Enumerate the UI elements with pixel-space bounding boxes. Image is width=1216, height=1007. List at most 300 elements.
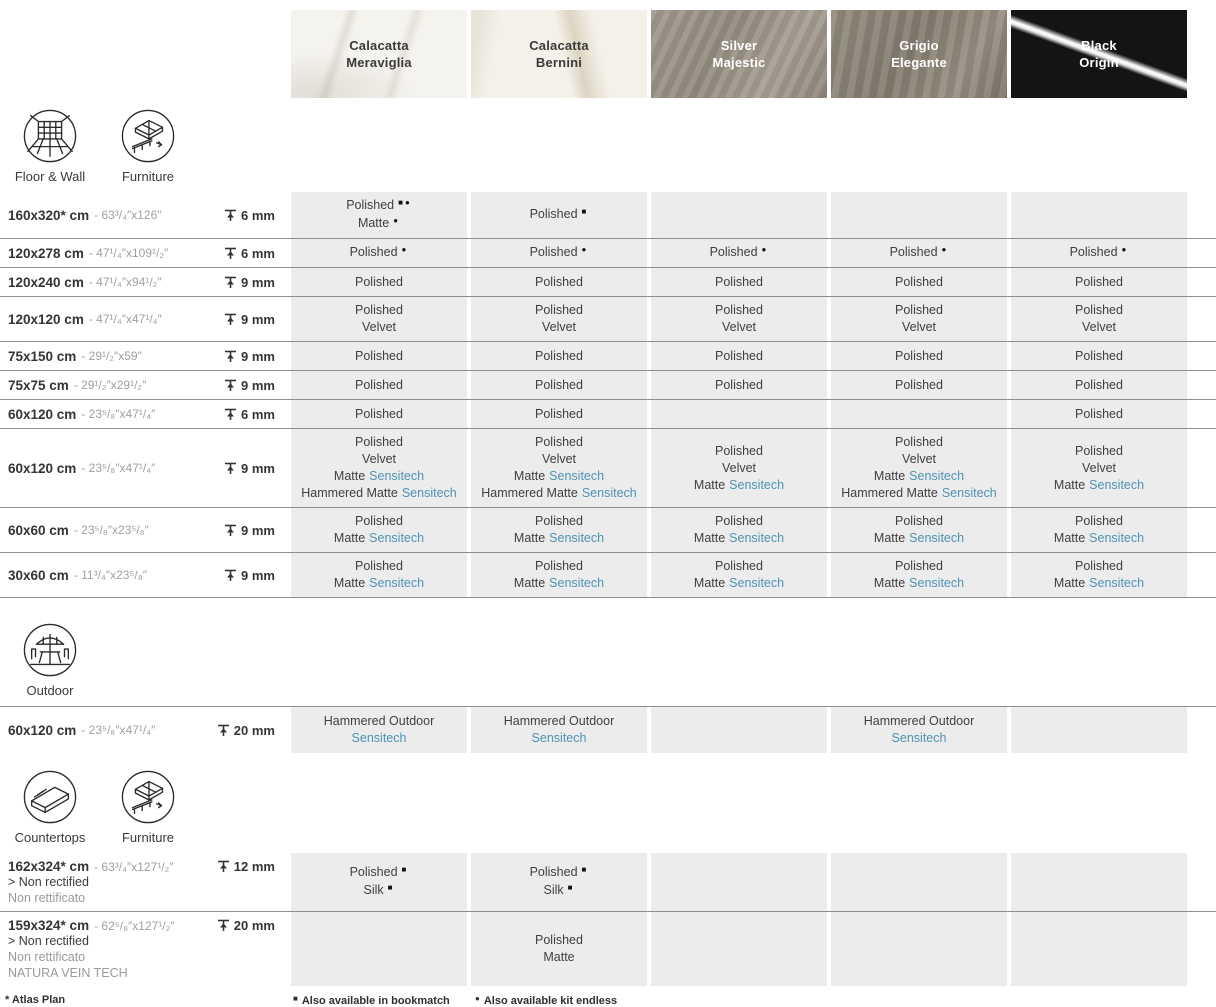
finish-text: Matte	[873, 469, 906, 483]
size-label: 30x60 cm	[8, 567, 69, 583]
color-name: Silver	[720, 38, 758, 53]
icon-label: Outdoor	[26, 683, 74, 698]
finish-line	[355, 513, 403, 530]
finish-line	[362, 319, 396, 336]
thickness-icon	[224, 276, 237, 289]
spec-sections	[0, 102, 1216, 986]
thickness-value: 20 mm	[233, 918, 275, 933]
finish-cell	[651, 342, 827, 370]
inches-label: - 63³/₄″x127¹/₂″	[94, 859, 174, 874]
finish-text: Polished	[1075, 443, 1123, 458]
thickness-value: 9 mm	[241, 522, 275, 538]
finish-cell	[831, 192, 1007, 238]
finish-line	[334, 575, 424, 592]
color-header-row	[0, 10, 1216, 98]
finish-text: Matte	[333, 469, 366, 483]
color-name: Calacatta	[529, 38, 589, 53]
finish-line	[514, 530, 604, 547]
thickness-value: 9 mm	[241, 348, 275, 364]
finish-line	[694, 530, 784, 547]
finish-cell	[291, 297, 467, 341]
thickness-icon	[224, 379, 237, 392]
color-name: Calacatta	[349, 38, 409, 53]
thickness-label	[224, 461, 275, 476]
finish-text: Polished	[715, 559, 763, 573]
finish-text: Matte	[513, 576, 546, 590]
finish-cell	[291, 192, 467, 238]
finish-line	[715, 443, 763, 460]
finish-line	[1054, 530, 1144, 547]
finish-text: Polished	[535, 303, 583, 317]
color-swatch-calacatta-meraviglia	[291, 10, 467, 98]
finish-cell	[1011, 553, 1187, 597]
finish-tech: Sensitech	[891, 731, 947, 745]
finish-cell	[651, 400, 827, 428]
finish-line	[350, 864, 409, 882]
finish-text: Hammered Matte	[481, 486, 578, 500]
size-line	[8, 312, 287, 327]
finish-line	[902, 451, 936, 468]
finish-text: Matte	[873, 531, 906, 545]
row-label	[0, 192, 287, 238]
finish-cell	[1011, 297, 1187, 341]
finish-line	[902, 319, 936, 336]
size-row-159x324-20mm	[0, 912, 1216, 986]
inches-label: - 62⁵/₈″x127¹/₂″	[94, 918, 175, 933]
finish-tech: Sensitech	[549, 531, 605, 545]
finish-text: Polished	[529, 245, 578, 259]
color-name: Grigio	[899, 38, 939, 53]
finish-text: Silk	[543, 883, 564, 897]
finish-mark: ●	[581, 245, 589, 254]
finish-line	[1075, 443, 1123, 460]
furniture-group	[102, 769, 194, 845]
finish-cell	[471, 508, 647, 552]
finish-text: Polished	[895, 377, 943, 392]
row-sublabel: Non rettificato	[8, 891, 86, 905]
size-row-162x324-12mm	[0, 853, 1216, 912]
finish-text: Velvet	[901, 320, 937, 334]
finish-line	[715, 558, 763, 575]
finish-line	[1075, 377, 1123, 394]
color-name: Bernini	[535, 55, 583, 70]
row-label	[0, 400, 287, 428]
finish-text: Polished	[1075, 274, 1123, 289]
finish-mark: ●	[761, 245, 769, 254]
finish-line	[1054, 575, 1144, 592]
finish-line	[350, 244, 409, 262]
finish-line	[535, 274, 583, 291]
size-line	[8, 918, 287, 933]
finish-line	[694, 575, 784, 592]
finish-cell	[291, 553, 467, 597]
finish-cell	[471, 192, 647, 238]
finish-cell	[291, 912, 467, 986]
thickness-value: 6 mm	[241, 207, 275, 223]
finish-line	[334, 530, 424, 547]
finish-line	[530, 206, 589, 224]
finish-line	[710, 244, 769, 262]
finish-line	[722, 460, 756, 477]
thickness-value: 9 mm	[241, 311, 275, 327]
finish-text: Polished	[535, 348, 583, 363]
row-label	[0, 342, 287, 370]
size-line	[8, 723, 287, 738]
finish-text: Polished	[895, 514, 943, 528]
finish-cell	[471, 400, 647, 428]
finish-cell	[1011, 429, 1187, 507]
finish-mark: ●	[401, 245, 409, 254]
finish-text: Matte	[333, 576, 366, 590]
color-name: Origin	[1079, 55, 1119, 70]
size-label: 160x320* cm	[8, 207, 90, 223]
row-sublabel: > Non rectified	[8, 934, 89, 948]
thickness-label	[224, 378, 275, 393]
finish-text: Polished	[895, 274, 943, 289]
color-swatch-calacatta-bernini	[471, 10, 647, 98]
finish-text: Matte	[693, 477, 726, 492]
row-label	[0, 239, 287, 267]
finish-line	[1082, 319, 1116, 336]
countertops-icon	[22, 769, 78, 825]
finish-line	[715, 377, 763, 394]
finish-tech: Sensitech	[369, 576, 425, 590]
thickness-label	[224, 275, 275, 290]
finish-text: Silk	[363, 883, 384, 897]
finish-mark: ■	[387, 883, 395, 892]
thickness-icon	[217, 919, 230, 932]
size-line	[8, 246, 287, 261]
finish-cell	[471, 371, 647, 399]
size-line	[8, 407, 287, 422]
size-row-60x120-6mm	[0, 400, 1216, 429]
color-name: Meraviglia	[346, 55, 412, 70]
color-swatch-silver-majestic	[651, 10, 827, 98]
finish-text: Matte	[333, 531, 366, 545]
finish-line	[874, 468, 964, 485]
finish-cell	[1011, 192, 1187, 238]
size-line	[8, 461, 287, 476]
finish-text: Polished	[1075, 514, 1123, 528]
thickness-label	[224, 568, 275, 583]
finish-text: Polished	[355, 348, 403, 363]
finish-text: Polished	[715, 303, 763, 317]
finish-text: Polished	[1069, 245, 1118, 259]
finish-text: Polished	[709, 245, 758, 259]
finish-text: Polished	[715, 443, 763, 458]
finish-text: Polished	[529, 207, 578, 221]
finish-text: Polished	[715, 274, 763, 289]
finish-line	[504, 713, 614, 730]
thickness-label	[217, 859, 275, 874]
finish-cell	[831, 853, 1007, 911]
finish-line	[355, 274, 403, 291]
thickness-label	[224, 523, 275, 538]
size-row-120x240-9mm	[0, 268, 1216, 297]
thickness-value: 9 mm	[241, 567, 275, 583]
finish-mark: ■	[581, 865, 589, 874]
finish-line	[535, 377, 583, 394]
finish-line	[355, 434, 403, 451]
finish-mark: ●	[393, 216, 401, 225]
finish-cell	[651, 553, 827, 597]
finish-cell	[471, 707, 647, 753]
finish-line	[346, 197, 412, 215]
finish-line	[542, 319, 576, 336]
finish-text: Matte	[1053, 531, 1086, 545]
finish-cell	[291, 400, 467, 428]
finish-cell	[831, 342, 1007, 370]
finish-line	[1082, 460, 1116, 477]
finish-text: Matte	[357, 216, 390, 230]
finish-text: Polished	[355, 303, 403, 317]
finish-line	[895, 513, 943, 530]
icon-label: Floor & Wall	[14, 169, 86, 184]
finish-mark: ■	[401, 865, 409, 874]
finish-text: Polished	[1075, 377, 1123, 392]
finish-cell	[831, 400, 1007, 428]
section-1	[0, 616, 1216, 753]
size-label: 120x120 cm	[8, 311, 84, 327]
icon-label: Furniture	[121, 830, 175, 845]
finish-text: Polished	[529, 865, 578, 879]
finish-tech: Sensitech	[1089, 477, 1145, 492]
thickness-icon	[224, 247, 237, 260]
finish-text: Velvet	[361, 320, 397, 334]
finish-tech: Sensitech	[941, 486, 997, 500]
finish-line	[1054, 477, 1144, 494]
size-row-30x60-9mm	[0, 553, 1216, 598]
finish-text: Velvet	[901, 452, 937, 466]
finish-cell	[1011, 853, 1187, 911]
finish-text: Polished	[355, 514, 403, 528]
finish-line	[694, 477, 784, 494]
finish-cell	[831, 553, 1007, 597]
finish-mark: ■●	[398, 198, 412, 207]
finish-text: Polished	[715, 514, 763, 528]
finish-text: Polished	[535, 933, 583, 947]
finish-mark: ■	[581, 207, 589, 216]
finish-line	[864, 713, 974, 730]
finish-line	[1075, 513, 1123, 530]
thickness-icon	[224, 462, 237, 475]
finish-text: Velvet	[721, 320, 757, 334]
finish-tech: Sensitech	[909, 576, 965, 590]
finish-cell	[471, 912, 647, 986]
finish-tech: Sensitech	[1089, 576, 1145, 590]
finish-cell	[1011, 912, 1187, 986]
finish-cell	[831, 297, 1007, 341]
inches-label: - 23⁵/₈″x47¹/₄″	[81, 723, 156, 737]
finish-line	[358, 215, 400, 233]
finish-cell	[651, 429, 827, 507]
finish-line	[535, 348, 583, 365]
finish-text: Matte	[543, 950, 575, 964]
footnote-atlas-plan: * Atlas Plan	[5, 994, 66, 1006]
size-row-75x150-9mm	[0, 342, 1216, 371]
thickness-label	[224, 312, 275, 327]
finish-line	[895, 302, 943, 319]
finish-cell	[1011, 371, 1187, 399]
finish-text: Polished	[895, 435, 943, 449]
footnote-bookmatch	[291, 994, 467, 1007]
finish-text: Polished	[889, 245, 938, 259]
header-spacer	[0, 10, 287, 98]
finish-line	[355, 377, 403, 394]
finish-line	[514, 468, 604, 485]
finish-text: Polished	[1075, 406, 1123, 421]
finish-cell	[471, 553, 647, 597]
size-label: 60x120 cm	[8, 406, 77, 422]
finish-line	[535, 406, 583, 423]
row-label	[0, 912, 287, 986]
inches-label: - 47¹/₄″x109¹/₂″	[88, 246, 169, 260]
finish-line	[1075, 406, 1123, 423]
finish-cell	[291, 853, 467, 911]
row-label	[0, 508, 287, 552]
finish-cell	[291, 239, 467, 267]
size-label: 60x120 cm	[8, 722, 77, 738]
size-label: 120x278 cm	[8, 245, 84, 261]
finish-cell	[831, 912, 1007, 986]
finish-line	[355, 406, 403, 423]
section-2	[0, 763, 1216, 986]
dot-mark-icon: ●	[475, 994, 480, 1003]
size-row-60x120-20mm	[0, 706, 1216, 753]
finish-line	[530, 864, 589, 882]
finish-text: Polished	[535, 435, 583, 449]
finish-tech: Sensitech	[549, 469, 605, 483]
row-sublabel: Non rettificato	[8, 950, 86, 964]
floor-wall-group	[4, 108, 96, 184]
finish-line	[715, 302, 763, 319]
size-label: 159x324* cm	[8, 918, 90, 933]
finish-tech: Sensitech	[369, 469, 425, 483]
finish-text: Matte	[693, 531, 726, 545]
finish-cell	[1011, 268, 1187, 296]
finish-cell	[651, 268, 827, 296]
row-label	[0, 429, 287, 507]
size-label: 120x240 cm	[8, 274, 84, 290]
finish-cell	[831, 429, 1007, 507]
finish-text: Polished	[355, 406, 403, 421]
finish-text: Hammered Matte	[841, 486, 938, 500]
row-label	[0, 297, 287, 341]
finish-text: Polished	[535, 559, 583, 573]
finish-text: Polished	[535, 514, 583, 528]
finish-text: Hammered Outdoor	[323, 714, 435, 728]
finish-line	[355, 558, 403, 575]
finish-text: Polished	[349, 865, 398, 879]
finish-line	[535, 558, 583, 575]
finish-cell	[1011, 342, 1187, 370]
finish-text: Polished	[895, 559, 943, 573]
color-swatch-grigio-elegante	[831, 10, 1007, 98]
finish-line	[544, 882, 575, 900]
furniture-icon	[120, 108, 176, 164]
finish-text: Matte	[693, 576, 726, 590]
finish-text: Polished	[355, 274, 403, 289]
size-label: 75x75 cm	[8, 377, 69, 393]
thickness-value: 9 mm	[241, 460, 275, 476]
thickness-value: 12 mm	[233, 859, 275, 874]
finish-line	[362, 451, 396, 468]
finish-line	[895, 434, 943, 451]
thickness-icon	[217, 724, 230, 737]
finish-line	[532, 730, 587, 747]
finish-text: Velvet	[721, 460, 757, 475]
finish-cell	[651, 853, 827, 911]
finish-line	[895, 558, 943, 575]
finish-line	[715, 513, 763, 530]
finish-cell	[831, 371, 1007, 399]
finish-line	[841, 485, 996, 502]
finish-line	[874, 530, 964, 547]
row-sublabel: > Non rectified	[8, 875, 89, 889]
furniture-group	[102, 108, 194, 184]
footnote-kit-endless-text: Also available kit endless	[483, 995, 618, 1007]
color-swatch-black-origin	[1011, 10, 1187, 98]
thickness-value: 20 mm	[233, 722, 275, 738]
finish-text: Polished	[535, 274, 583, 289]
finish-text: Velvet	[361, 452, 397, 466]
row-label	[0, 553, 287, 597]
finish-text: Matte	[513, 469, 546, 483]
finish-line	[895, 274, 943, 291]
row-label	[0, 371, 287, 399]
finish-cell	[291, 342, 467, 370]
thickness-icon	[224, 209, 237, 222]
finish-line	[535, 302, 583, 319]
finish-tech: Sensitech	[549, 576, 605, 590]
size-line	[8, 859, 287, 874]
footnote-bookmatch-text: Also available in bookmatch	[301, 995, 450, 1007]
finish-text: Hammered Outdoor	[863, 714, 975, 728]
finish-cell	[651, 192, 827, 238]
finish-line	[301, 485, 456, 502]
finish-line	[324, 713, 434, 730]
finish-line	[1075, 348, 1123, 365]
thickness-label	[217, 918, 275, 933]
finish-mark: ●	[941, 245, 949, 254]
finish-cell	[1011, 508, 1187, 552]
finish-tech: Sensitech	[1089, 531, 1145, 545]
color-name: Elegante	[891, 55, 947, 70]
finish-text: Velvet	[541, 320, 577, 334]
finish-text: Polished	[1075, 348, 1123, 363]
thickness-label	[224, 407, 275, 422]
inches-label: - 63³/₄″x126″	[94, 208, 162, 222]
finish-text: Polished	[355, 559, 403, 573]
finish-cell	[471, 297, 647, 341]
footnotes	[0, 994, 1216, 1007]
finish-text: Polished	[895, 348, 943, 363]
finish-line	[355, 302, 403, 319]
finish-text: Velvet	[1081, 460, 1117, 475]
finish-text: Matte	[513, 531, 546, 545]
finish-text: Velvet	[1081, 320, 1117, 334]
finish-tech: Sensitech	[909, 531, 965, 545]
finish-text: Polished	[355, 377, 403, 392]
thickness-label	[224, 349, 275, 364]
thickness-icon	[224, 408, 237, 421]
floor-wall-icon	[22, 108, 78, 164]
size-line	[8, 349, 287, 364]
finish-line	[481, 485, 636, 502]
inches-label: - 29¹/₂″x29¹/₂″	[73, 378, 147, 392]
finish-line	[1075, 558, 1123, 575]
inches-label: - 47¹/₄″x47¹/₄″	[88, 312, 162, 326]
